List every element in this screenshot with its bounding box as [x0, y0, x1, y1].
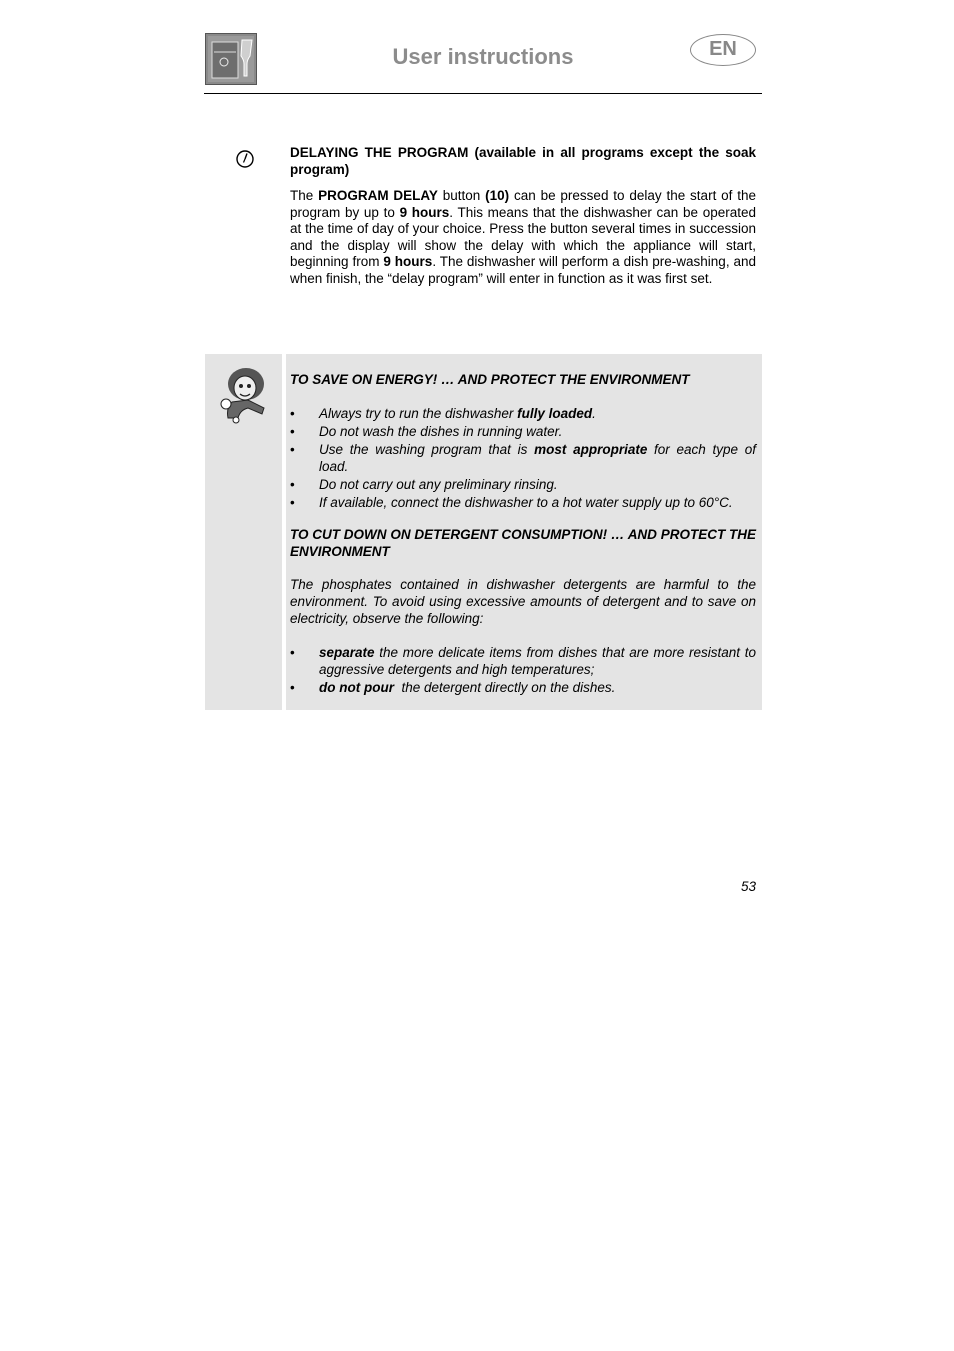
detergent-list [290, 644, 756, 696]
header-divider [204, 93, 762, 94]
clock-icon [236, 150, 254, 168]
header-title: User instructions [392, 44, 574, 69]
list-item: • Always try to run the dishwasher fully loaded. [290, 406, 596, 421]
list-item: • Use the washing program that is most appropriate for each type of load. [290, 442, 756, 474]
energy-list [290, 405, 756, 511]
list-item: • separate the more delicate items from dishes that are more resistant to aggressive detergents and high temperatures; [290, 645, 756, 677]
detergent-paragraph: The phosphates contained in dishwasher detergents are harmful to the environment. To avoid using excessive amounts of detergent and to save on electricity, observe the following: [290, 577, 756, 626]
dishwasher-logo-icon [205, 33, 257, 85]
mascot-icon [218, 364, 270, 424]
list-item: • If available, connect the dishwasher to a hot water supply up to 60°C. [290, 495, 733, 510]
list-item: • do not pour the detergent directly on the dishes. [290, 680, 616, 695]
delay-paragraph: The PROGRAM DELAY button (10) can be pressed to delay the start of the program by up to 9 hours. This means that the dishwasher can be operated at the time of day of your choice. Press the button several times in succession and the display will show the delay with which the appliance will start, beginning from 9 hours. The dishwasher will perform a dish pre-washing, and when finish, the “delay program” will enter in function as it was first set. [290, 188, 757, 286]
list-item: • Do not wash the dishes in running water. [290, 424, 563, 439]
page-number: 53 [740, 879, 756, 894]
list-item: • Do not carry out any preliminary rinsing. [290, 477, 558, 492]
detergent-heading: TO CUT DOWN ON DETERGENT CONSUMPTION! … AND PROTECT THE ENVIRONMENT [290, 527, 756, 559]
language-badge: EN [690, 34, 756, 66]
energy-heading: TO SAVE ON ENERGY! … AND PROTECT THE ENVIRONMENT [290, 372, 690, 387]
delay-heading: DELAYING THE PROGRAM (available in all programs except the soak program) [290, 145, 756, 177]
